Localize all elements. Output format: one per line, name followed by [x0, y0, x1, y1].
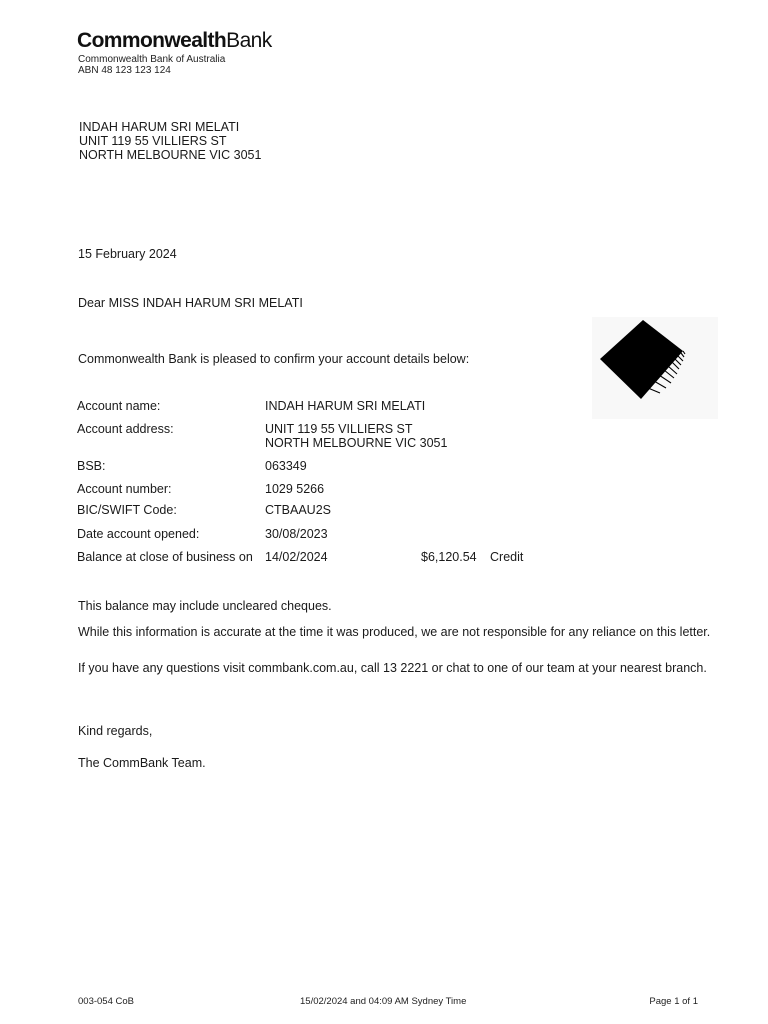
account-address-line2: NORTH MELBOURNE VIC 3051 [265, 436, 448, 450]
recipient-address-line2: NORTH MELBOURNE VIC 3051 [79, 148, 262, 162]
account-number-label: Account number: [77, 482, 172, 496]
recipient-name: INDAH HARUM SRI MELATI [79, 120, 240, 134]
commbank-diamond-logo [592, 317, 718, 419]
balance-type: Credit [490, 550, 524, 564]
contact-note: If you have any questions visit commbank.com.au, call 13 2221 or chat to one of our team at your nearest branch. [78, 661, 707, 675]
wordmark-bank: Bank [226, 29, 272, 52]
account-name-label: Account name: [77, 399, 161, 413]
uncleared-note: This balance may include uncleared cheques. [78, 599, 332, 613]
swift-label: BIC/SWIFT Code: [77, 503, 177, 517]
bank-wordmark [77, 29, 272, 53]
closing-regards: Kind regards, [78, 724, 153, 738]
bsb-label: BSB: [77, 459, 106, 473]
bsb-value: 063349 [265, 459, 307, 473]
footer-timestamp: 15/02/2024 and 04:09 AM Sydney Time [300, 996, 467, 1007]
intro-text: Commonwealth Bank is pleased to confirm your account details below: [78, 352, 470, 366]
account-address-label: Account address: [77, 422, 174, 436]
footer-code: 003-054 CoB [78, 996, 134, 1007]
footer-page-number: Page 1 of 1 [649, 996, 698, 1007]
company-name: Commonwealth Bank of Australia [78, 54, 226, 65]
salutation: Dear MISS INDAH HARUM SRI MELATI [78, 296, 303, 310]
date-opened-value: 30/08/2023 [265, 527, 328, 541]
recipient-address-line1: UNIT 119 55 VILLIERS ST [79, 134, 227, 148]
date-opened-label: Date account opened: [77, 527, 200, 541]
diamond-logo-icon [592, 317, 718, 419]
swift-value: CTBAAU2S [265, 503, 331, 517]
abn: ABN 48 123 123 124 [78, 65, 171, 76]
balance-date: 14/02/2024 [265, 550, 328, 564]
account-address-line1: UNIT 119 55 VILLIERS ST [265, 422, 413, 436]
balance-label: Balance at close of business on [77, 550, 253, 564]
signature: The CommBank Team. [78, 756, 206, 770]
letter-date: 15 February 2024 [78, 247, 177, 261]
wordmark-commonwealth: Commonwealth [77, 29, 227, 52]
balance-amount: $6,120.54 [421, 550, 477, 564]
disclaimer-note: While this information is accurate at the time it was produced, we are not responsible for any reliance on this letter. [78, 625, 711, 639]
account-number-value: 1029 5266 [265, 482, 325, 496]
account-name-value: INDAH HARUM SRI MELATI [265, 399, 426, 413]
